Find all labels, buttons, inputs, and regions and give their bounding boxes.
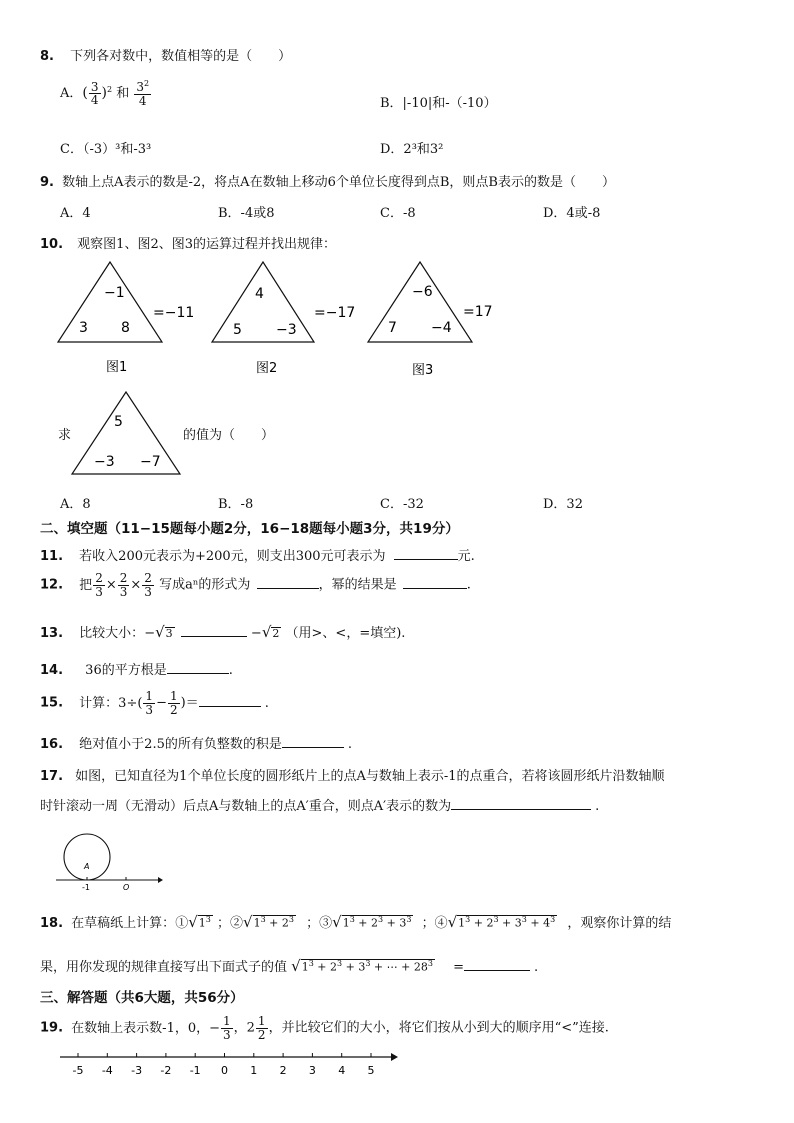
tick-label: 1 (250, 1064, 258, 1077)
q10-ask-post: 的值为（ ） (183, 428, 275, 443)
q17-label-o: O (123, 883, 130, 892)
q17-line2: 时针滚动一周（无滑动）后点A与数轴上的点A′重合，则点A′表示的数为 . (40, 799, 600, 814)
tick-label: -1 (189, 1064, 201, 1077)
ask-right: −7 (140, 454, 161, 470)
q17-line1: 17. 如图，已知直径为1个单位长度的圆形纸片上的点A与数轴上表示-1的点重合，若将该圆形纸片沿数轴顺 (40, 769, 665, 784)
fig1-result: =−11 (153, 305, 195, 321)
fig2-top: 4 (255, 286, 264, 302)
fig1-caption: 图1 (106, 360, 128, 375)
question-text: 下列各对数中，数值相等的是（ ） (70, 49, 292, 64)
ask-left: −3 (94, 454, 115, 470)
fig2-left: 5 (233, 322, 242, 338)
q10-stem: 10. 观察图1、图2、图3的运算过程并找出规律： (40, 237, 336, 252)
fig2-caption: 图2 (256, 361, 278, 376)
answer-blank[interactable] (199, 694, 261, 707)
fig1-right: 8 (121, 320, 130, 336)
answer-blank[interactable] (403, 576, 467, 589)
triangle-question (72, 392, 180, 474)
q8-option-b: B．|-10|和-（-10） (380, 96, 497, 111)
q10-option-d: D．32 (543, 497, 583, 512)
tick-label: 2 (279, 1064, 287, 1077)
q9-option-a: A．4 (60, 206, 91, 221)
fig2-result: =−17 (314, 305, 356, 321)
q10-option-b: B．-8 (218, 497, 254, 512)
tick-label: 0 (221, 1064, 228, 1077)
q17-label-minus1: -1 (82, 883, 90, 892)
tick-label: -5 (72, 1064, 84, 1077)
arrow-icon (158, 877, 163, 883)
tick-label: 5 (367, 1064, 375, 1077)
fig3-caption: 图3 (412, 363, 434, 378)
q17-point-a: A (84, 862, 90, 871)
tick-label: 4 (338, 1064, 346, 1077)
answer-blank[interactable] (181, 624, 247, 637)
answer-blank[interactable] (167, 661, 229, 674)
q9-option-c: C．-8 (380, 206, 416, 221)
answer-blank[interactable] (257, 576, 319, 589)
tick-label: 3 (308, 1064, 316, 1077)
q8-option-d: D．2³和3² (380, 142, 444, 157)
q10-option-a: A．8 (60, 497, 91, 512)
fig3-right: −4 (431, 320, 452, 336)
fig1-top: −1 (104, 285, 125, 301)
tick-label: -4 (101, 1064, 113, 1077)
question-number: 8. (40, 49, 54, 64)
fig2-right: −3 (276, 322, 297, 338)
triangle-fig1 (58, 262, 162, 342)
q15: 15. 计算：3÷( $\frac{1}{3}$ − $\frac{1}{2}$ )＝ . (40, 689, 269, 717)
q12: 12. 把 $\frac{2}{3}$ × $\frac{2}{3}$ × $\frac{2}{3}$ 写成aⁿ的形式为 ，幂的结果是 . (40, 571, 471, 599)
q14: 14. 36的平方根是 . (40, 663, 233, 678)
q19: 19. 在数轴上表示数-1，0，− $\frac{1}{3}$ ，2 $\frac{1}{2}$ ，并比较它们的大小，将它们按从小到大的顺序用“<”连接. (40, 1014, 609, 1042)
q9-stem: 9. 数轴上点A表示的数是-2，将点A在数轴上移动6个单位长度得到点B，则点B表示的数是（ ） (40, 175, 615, 190)
q10-option-c: C．-32 (380, 497, 424, 512)
tick-label: -3 (131, 1064, 143, 1077)
q17-circle (64, 834, 110, 880)
q9-option-d: D．4或-8 (543, 206, 601, 221)
section-2-title: 二、填空题（11−15题每小题2分，16−18题每小题3分，共19分） (40, 521, 459, 537)
arrow-icon (391, 1053, 398, 1061)
fig3-top: −6 (412, 284, 433, 300)
tick-label: -2 (160, 1064, 172, 1077)
q8-option-a: A．( $\frac{3}{4}$ )$^2$ 和 $\frac{3^2}{4}$ (60, 79, 150, 108)
answer-blank[interactable] (451, 797, 591, 810)
triangle-fig2 (212, 262, 314, 342)
q18-line2: 果，用你发现的规律直接写出下面式子的值 $√1^3 + 2^3 + 3^3$ + ⋯ + $28^3$ = . (40, 957, 539, 975)
fig3-left: 7 (388, 320, 397, 336)
q13: 13. 比较大小：−√3 −√2 （用>、<，=填空). (40, 623, 406, 641)
q8-option-c: C．（-3）³和-3³ (60, 142, 152, 157)
fig3-result: =17 (463, 304, 493, 320)
answer-blank[interactable] (464, 958, 530, 971)
section-3-title: 三、解答题（共6大题，共56分） (40, 990, 244, 1006)
ask-top: 5 (114, 414, 123, 430)
q11: 11. 若收入200元表示为+200元，则支出300元可表示为 元. (40, 549, 475, 564)
q16: 16. 绝对值小于2.5的所有负整数的积是 . (40, 737, 352, 752)
fig1-left: 3 (79, 320, 88, 336)
answer-blank[interactable] (282, 735, 344, 748)
answer-blank[interactable] (394, 547, 458, 560)
triangle-fig3 (368, 262, 472, 342)
q9-option-b: B．-4或8 (218, 206, 275, 221)
q18-line1: 18. 在草稿纸上计算：$①√1^3$ ；$②√1^3 + 2^3$ ；$③√1^3 + 2^3 + 3^3$ ；$④√1^3 + 2^3 + 3^3 + 4^3$ ，观察你计算的结 (40, 913, 672, 931)
q10-ask-pre: 求 (58, 428, 72, 443)
